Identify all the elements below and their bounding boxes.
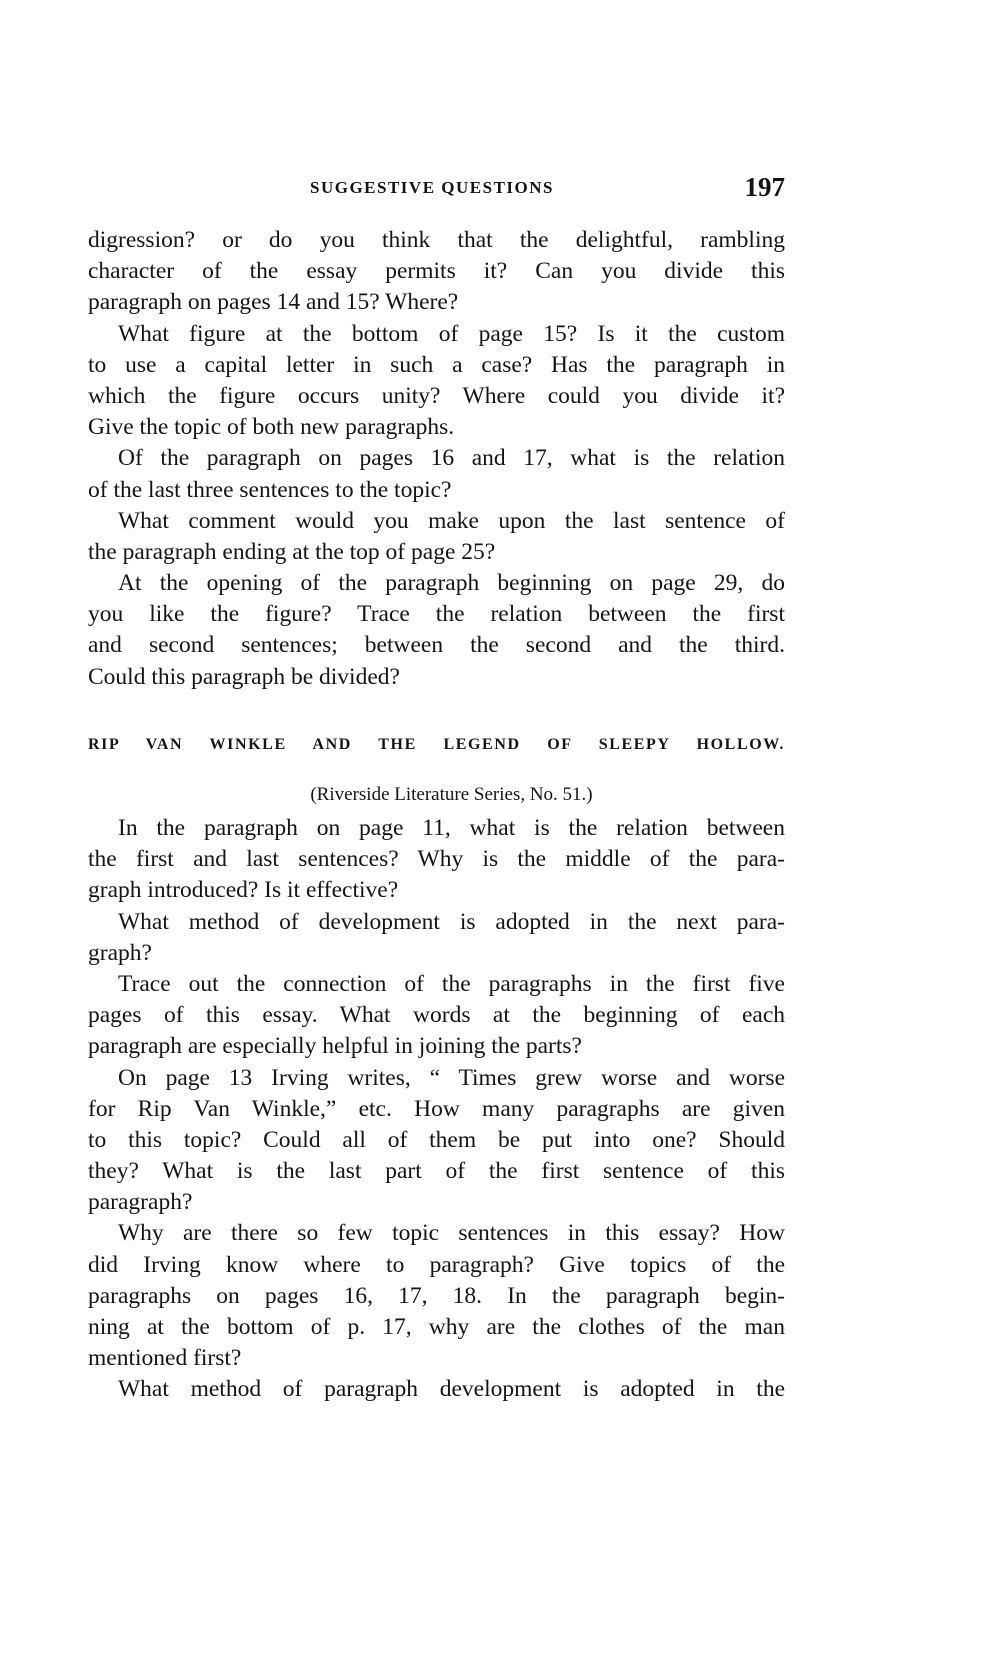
text-line: paragraph on pages 14 and 15? Where?: [88, 289, 459, 316]
text-line: paragraphs on pages 16, 17, 18. In the paragraph begin-: [88, 1282, 785, 1309]
text-line: character of the essay permits it? Can you divide this: [88, 258, 785, 285]
text-line: On page 13 Irving writes, “ Times grew worse and worse: [118, 1064, 785, 1091]
text-line: Of the paragraph on pages 16 and 17, what is the relation: [118, 445, 785, 472]
text-line: they? What is the last part of the first sentence of this: [88, 1158, 785, 1185]
text-line: Why are there so few topic sentences in this essay? How: [118, 1220, 785, 1247]
text-line: of the last three sentences to the topic?: [88, 476, 452, 503]
text-line: pages of this essay. What words at the beginning of each: [88, 1002, 785, 1029]
running-header: [88, 172, 785, 204]
text-line: In the paragraph on page 11, what is the relation between: [118, 815, 785, 841]
text-line: Trace out the connection of the paragraphs in the first five: [118, 970, 785, 997]
text-line: Could this paragraph be divided?: [88, 663, 400, 690]
text-line: which the figure occurs unity? Where could you divide it?: [88, 382, 785, 409]
text-line: graph?: [88, 939, 152, 966]
text-line: you like the figure? Trace the relation between the first: [88, 601, 785, 628]
text-line: What method of paragraph development is adopted in the: [118, 1376, 785, 1403]
text-line: the paragraph ending at the top of page 25?: [88, 538, 496, 565]
text-line: for Rip Van Winkle,” etc. How many paragraphs are given: [88, 1095, 785, 1122]
text-line: the first and last sentences? Why is the middle of the para-: [88, 846, 785, 873]
text-line: mentioned first?: [88, 1345, 242, 1372]
page-number: 197: [744, 172, 785, 202]
text-line: digression? or do you think that the delightful, rambling: [88, 227, 785, 253]
text-line: What comment would you make upon the last sentence of: [118, 507, 785, 534]
text-line: paragraph?: [88, 1189, 193, 1216]
section-subtitle: (Riverside Literature Series, No. 51.): [310, 784, 593, 805]
text-line: ning at the bottom of p. 17, why are the clothes of the man: [88, 1314, 785, 1340]
text-line: What method of development is adopted in the next para-: [118, 908, 785, 935]
text-line: to use a capital letter in such a case? Has the paragraph in: [88, 351, 785, 378]
text-block-rip-van-winkle-questions: [88, 813, 785, 1406]
text-line: Give the topic of both new paragraphs.: [88, 414, 455, 441]
text-line: At the opening of the paragraph beginning on page 29, do: [118, 570, 785, 597]
running-title: SUGGESTIVE QUESTIONS: [310, 178, 554, 197]
text-line: graph introduced? Is it effective?: [88, 877, 399, 904]
text-line: to this topic? Could all of them be put into one? Should: [88, 1126, 785, 1153]
text-block-essay-questions: [88, 225, 785, 693]
text-line: paragraph are especially helpful in joining the parts?: [88, 1033, 582, 1060]
text-line: What figure at the bottom of page 15? Is it the custom: [118, 320, 785, 347]
section-heading: RIP VAN WINKLE AND THE LEGEND OF SLEEPY HOLLOW.: [88, 736, 785, 753]
text-line: did Irving know where to paragraph? Give topics of the: [88, 1251, 785, 1278]
text-line: and second sentences; between the second and the third.: [88, 632, 785, 659]
